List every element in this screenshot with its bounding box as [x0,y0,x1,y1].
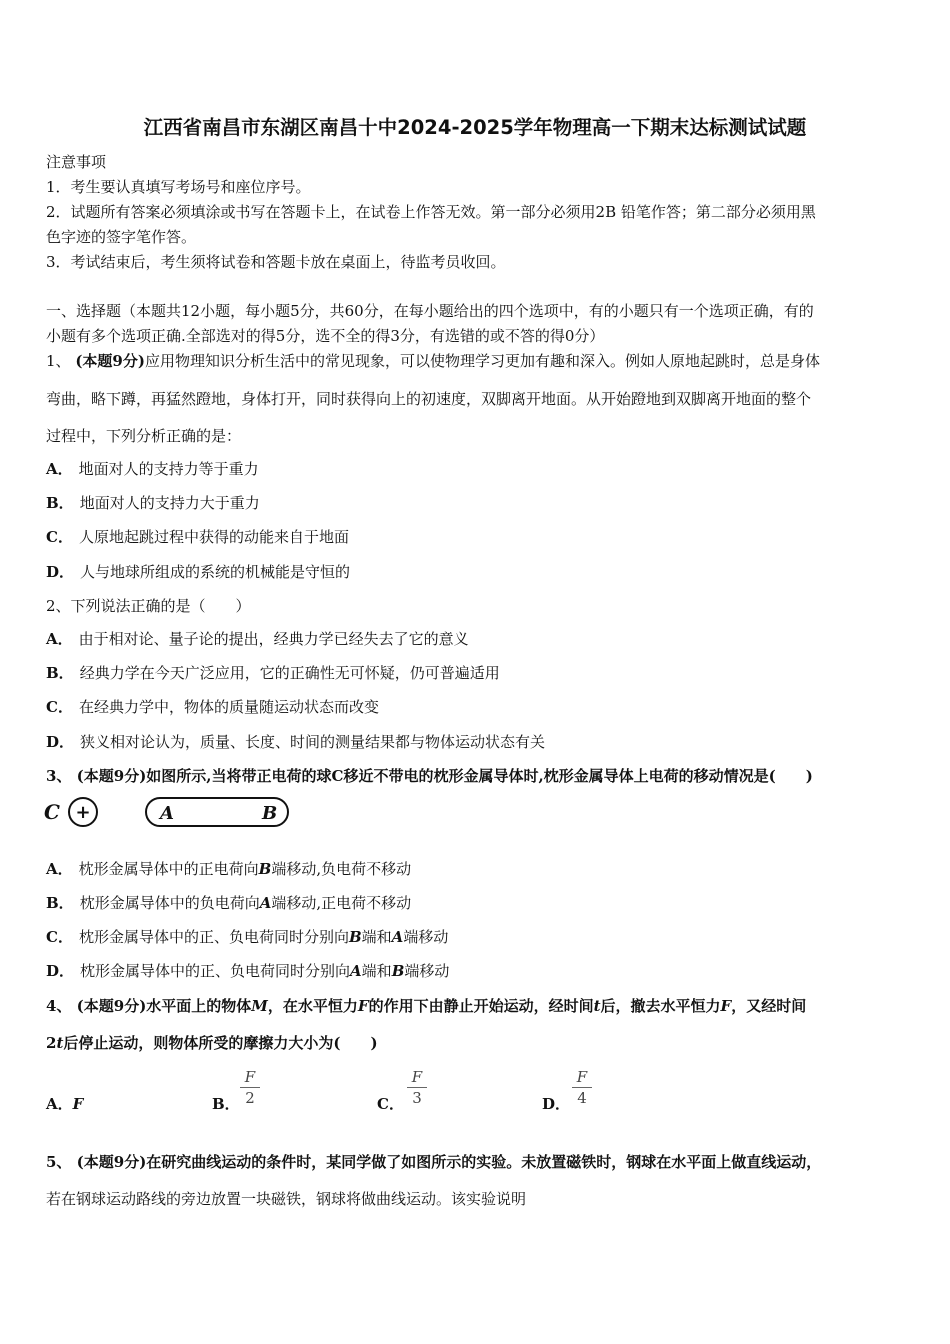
q4-var-f: F [720,997,732,1015]
page-title: 江西省南昌市东湖区南昌十中2024-2025学年物理高一下期末达标测试试题 [143,116,807,139]
q4-text: 4、 (本题9分)水平面上的物体 [46,997,252,1015]
fraction-bar [407,1087,427,1088]
q4-var-t: t [593,997,601,1015]
question-4-option-a[interactable] [46,1093,83,1114]
q4-text: 后停止运动，则物体所受的摩擦力大小为( ) [63,1034,378,1052]
option-label: B． [46,894,74,912]
option-label: A． [46,630,73,648]
question-2-option-a[interactable] [46,629,469,649]
option-text: 枕形金属导体中的正电荷向 [78,860,259,878]
option-text: 由于相对论、量子论的提出，经典力学已经失去了它的意义 [78,630,469,648]
option-text: 地面对人的支持力等于重力 [78,460,259,478]
question-5-line-1: 5、 (本题9分)在研究曲线运动的条件时，某同学做了如图所示的实验。未放置磁铁时，钢球在水平面上做直线运动， [46,1153,822,1171]
question-3-option-d[interactable] [46,961,449,981]
question-4-option-c[interactable] [377,1093,404,1114]
option-label: D． [542,1095,571,1113]
option-text: 人与地球所组成的系统的机械能是守恒的 [80,563,351,581]
option-label: A． [46,1095,73,1113]
option-text: 端移动 [404,962,450,980]
question-3-stem: 3、 (本题9分)如图所示,当将带正电荷的球C移近不带电的枕形金属导体时,枕形金属导体上电荷的移动情况是( ) [46,767,813,785]
q4-var-f: F [357,997,369,1015]
q4-text: 后，撤去水平恒力 [600,997,721,1015]
option-text: 端和 [361,962,392,980]
fraction-f-over-2 [240,1068,260,1107]
option-var: B [391,962,405,980]
option-label: C． [46,698,73,716]
fraction-numerator: F [576,1068,588,1086]
option-text: 人原地起跳过程中获得的动能来自于地面 [78,528,349,546]
question-2-option-b[interactable] [46,663,500,683]
q4-var-t: t [56,1034,64,1052]
q4-text: ，在水平恒力 [267,997,358,1015]
option-text: 枕形金属导体中的正、负电荷同时分别向 [80,962,351,980]
option-label: A． [46,460,73,478]
option-text: 枕形金属导体中的负电荷向 [79,894,260,912]
question-1-line-2: 弯曲，略下蹲，再猛然蹬地，身体打开，同时获得向上的初速度，双脚离开地面。从开始蹬地到双脚离开地面的整个 [46,390,812,408]
fraction-f-over-3 [407,1068,427,1107]
option-text: 在经典力学中，物体的质量随运动状态而改变 [78,698,379,716]
question-1-text: 应用物理知识分析生活中的常见现象，可以使物理学习更加有趣和深入。例如人原地起跳时，总是身体 [144,352,820,370]
question-1-option-a[interactable] [46,459,259,479]
option-var: B [348,928,362,946]
fraction-numerator: F [244,1068,256,1086]
fraction-bar [240,1087,260,1088]
question-2-option-d[interactable] [46,732,545,752]
option-text: 枕形金属导体中的正、负电荷同时分别向 [78,928,349,946]
option-text: 端移动,正电荷不移动 [271,894,412,912]
option-label: C． [377,1095,404,1113]
question-1-tag: (本题9分) [75,352,145,370]
option-label: A． [46,860,73,878]
notice-item: 3．考试结束后，考生须将试卷和答题卡放在桌面上，待监考员收回。 [46,253,506,271]
option-label: B． [46,494,74,512]
option-var: A [350,962,362,980]
option-label: B． [212,1095,240,1113]
option-var: A [259,894,272,912]
question-1-option-c[interactable] [46,527,349,547]
option-var: A [391,928,404,946]
q4-text: 2 [46,1034,57,1052]
option-text: 端和 [361,928,392,946]
q4-text: ，又经时间 [731,997,807,1015]
option-label: D． [46,563,75,581]
option-label: B． [46,664,74,682]
question-4-line-1 [46,996,806,1016]
question-1-line-3: 过程中，下列分析正确的是： [46,427,242,445]
conductor-figure [40,794,300,830]
question-1-line-1 [46,351,820,371]
notice-item: 色字迹的签字笔作答。 [46,228,197,246]
fraction-numerator: F [411,1068,423,1086]
question-4-option-b[interactable] [212,1093,240,1114]
end-b-label: B [262,803,278,824]
section-heading-cont: 小题有多个选项正确.全部选对的得5分，选不全的得3分，有选错的或不答的得0分） [46,327,605,345]
fraction-denominator: 2 [245,1089,255,1107]
plus-sign: + [75,802,91,823]
fraction-denominator: 4 [577,1089,587,1107]
fraction-bar [572,1087,592,1088]
option-text: 狭义相对论认为，质量、长度、时间的测量结果都与物体运动状态有关 [80,733,546,751]
question-3-option-a[interactable] [46,859,411,879]
question-4-line-2 [46,1033,378,1053]
q4-var-m: M [251,997,268,1015]
option-label: D． [46,962,75,980]
question-2-stem: 2、下列说法正确的是（ ） [46,597,251,615]
notice-heading: 注意事项 [46,153,107,171]
q4-text: 的作用下由静止开始运动，经时间 [368,997,594,1015]
option-var: B [258,860,272,878]
question-2-option-c[interactable] [46,697,379,717]
option-label: D． [46,733,75,751]
question-4-option-d[interactable] [542,1093,570,1114]
fraction-f-over-4 [572,1068,592,1107]
option-text: 端移动 [403,928,449,946]
option-label: C． [46,528,73,546]
section-heading: 一、选择题（本题共12小题，每小题5分，共60分，在每小题给出的四个选项中，有的小题只有一个选项正确，有的 [46,302,814,320]
notice-item: 2．试题所有答案必须填涂或书写在答题卡上，在试卷上作答无效。第一部分必须用2B 铅笔作答；第二部分必须用黑 [46,203,816,221]
question-1-option-b[interactable] [46,493,260,513]
question-3-option-c[interactable] [46,927,448,947]
question-5-line-2: 若在钢球运动路线的旁边放置一块磁铁，钢球将做曲线运动。该实验说明 [46,1190,527,1208]
option-label: C． [46,928,73,946]
fraction-denominator: 3 [412,1089,422,1107]
question-3-option-b[interactable] [46,893,411,913]
notice-item: 1．考生要认真填写考场号和座位序号。 [46,178,311,196]
question-1-number: 1、 [46,352,71,370]
end-a-label: A [160,803,174,824]
option-text: 端移动,负电荷不移动 [271,860,412,878]
ball-label: C [44,800,60,824]
option-value: F [72,1095,84,1113]
option-text: 经典力学在今天广泛应用，它的正确性无可怀疑，仍可普遍适用 [79,664,500,682]
question-1-option-d[interactable] [46,562,350,582]
option-text: 地面对人的支持力大于重力 [79,494,260,512]
